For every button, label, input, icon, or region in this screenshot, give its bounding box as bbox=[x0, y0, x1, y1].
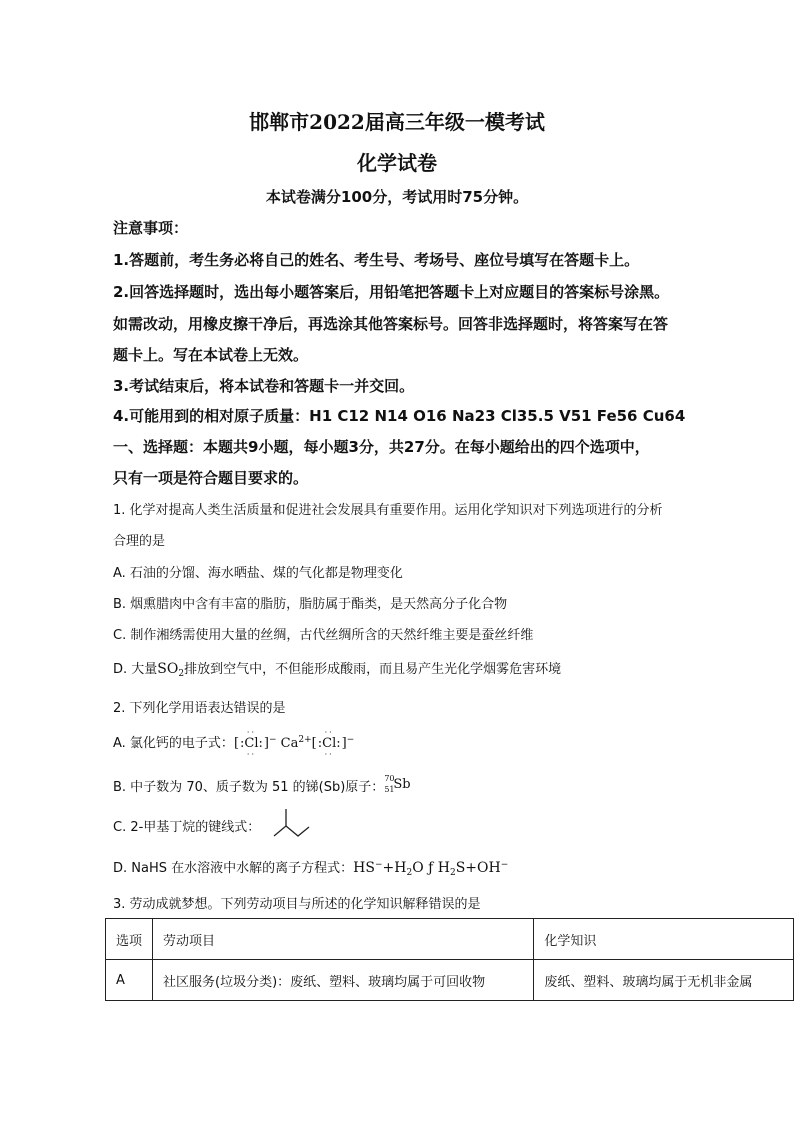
q2-option-c-label: C. 2-甲基丁烷的键线式： bbox=[113, 820, 261, 835]
q2-option-b bbox=[113, 776, 414, 795]
section-1-line-2: 只有一项是符合题目要求的。 bbox=[113, 469, 309, 487]
q3-stem: 3. 劳动成就梦想。下列劳动项目与所述的化学知识解释错误的是 bbox=[113, 897, 481, 912]
q1-option-d bbox=[113, 658, 561, 679]
skeletal-formula-2-methylbutane bbox=[270, 805, 314, 841]
table-header-cell: 劳动项目 bbox=[153, 919, 534, 960]
q2-option-b-label: B. 中子数为 70、质子数为 51 的锑(Sb)原子： bbox=[113, 780, 385, 795]
so2-formula: $SO_2$ bbox=[157, 661, 185, 679]
notice-item-3: 3.考试结束后，将本试卷和答题卡一并交回。 bbox=[113, 377, 415, 395]
notice-item-2-line-1: 2.回答选择题时，选出每小题答案后，用铅笔把答题卡上对应题目的答案标号涂黑。 bbox=[113, 283, 670, 301]
q3-table bbox=[105, 918, 794, 1001]
notice-heading: 注意事项： bbox=[113, 219, 189, 237]
table-row bbox=[106, 960, 794, 1001]
q2-option-a bbox=[113, 728, 355, 759]
notice-item-4: 4.可能用到的相对原子质量：H1 C12 N14 O16 Na23 Cl35.5 V51 Fe56 Cu64 bbox=[113, 407, 686, 425]
q2-stem: 2. 下列化学用语表达错误的是 bbox=[113, 701, 286, 716]
table-header-cell: 化学知识 bbox=[534, 919, 794, 960]
page-subtitle: 化学试卷 bbox=[357, 151, 437, 175]
cacl2-electron-formula: [: ·· Cl ·· :]− $Ca^{2+}$[: ·· Cl ·· :]− bbox=[233, 728, 355, 759]
q1-option-b: B. 烟熏腊肉中含有丰富的脂肪，脂肪属于酯类，是天然高分子化合物 bbox=[113, 597, 508, 612]
section-1-line-1: 一、选择题：本题共9小题，每小题3分，共27分。在每小题给出的四个选项中， bbox=[113, 438, 650, 456]
q2-option-d-label: D. NaHS 在水溶液中水解的离子方程式： bbox=[113, 861, 354, 876]
q1-option-d-suffix: 排放到空气中，不但能形成酸雨，而且易产生光化学烟雾危害环境 bbox=[184, 662, 562, 677]
q2-option-a-label: A. 氯化钙的电子式： bbox=[113, 736, 234, 751]
notice-item-2-line-3: 题卡上。写在本试卷上无效。 bbox=[113, 346, 309, 364]
q2-option-c bbox=[113, 816, 260, 835]
notice-item-2-line-2: 如需改动，用橡皮擦干净后，再选涂其他答案标号。回答非选择题时，将答案写在答 bbox=[113, 315, 669, 333]
q1-option-a: A. 石油的分馏、海水晒盐、煤的气化都是物理变化 bbox=[113, 566, 403, 581]
q1-option-c: C. 制作湘绣需使用大量的丝绸，古代丝绸所含的天然纤维主要是蚕丝纤维 bbox=[113, 628, 534, 643]
q1-option-d-prefix: D. 大量 bbox=[113, 662, 158, 677]
q1-stem-line-2: 合理的是 bbox=[113, 534, 166, 549]
table-header-cell: 选项 bbox=[106, 919, 153, 960]
table-cell: 废纸、塑料、玻璃均属于无机非金属 bbox=[534, 960, 794, 1001]
table-cell: 社区服务(垃圾分类)：废纸、塑料、玻璃均属于可回收物 bbox=[153, 960, 534, 1001]
antimony-nuclide: 70 51 Sb bbox=[384, 774, 411, 794]
table-header-row bbox=[106, 919, 794, 960]
q2-option-d bbox=[113, 857, 508, 878]
hydrolysis-equation: $HS^-+H_2O$ ƒ $H_2S+OH^-$ bbox=[353, 860, 509, 878]
exam-info: 本试卷满分100分，考试用时75分钟。 bbox=[265, 188, 529, 206]
notice-item-1: 1.答题前，考生务必将自己的姓名、考生号、考场号、座位号填写在答题卡上。 bbox=[113, 251, 640, 269]
q1-stem-line-1: 1. 化学对提高人类生活质量和促进社会发展具有重要作用。运用化学知识对下列选项进行的分析 bbox=[113, 503, 663, 518]
table-cell: A bbox=[106, 960, 153, 1001]
page-title: 邯郸市2022届高三年级一模考试 bbox=[249, 110, 545, 134]
